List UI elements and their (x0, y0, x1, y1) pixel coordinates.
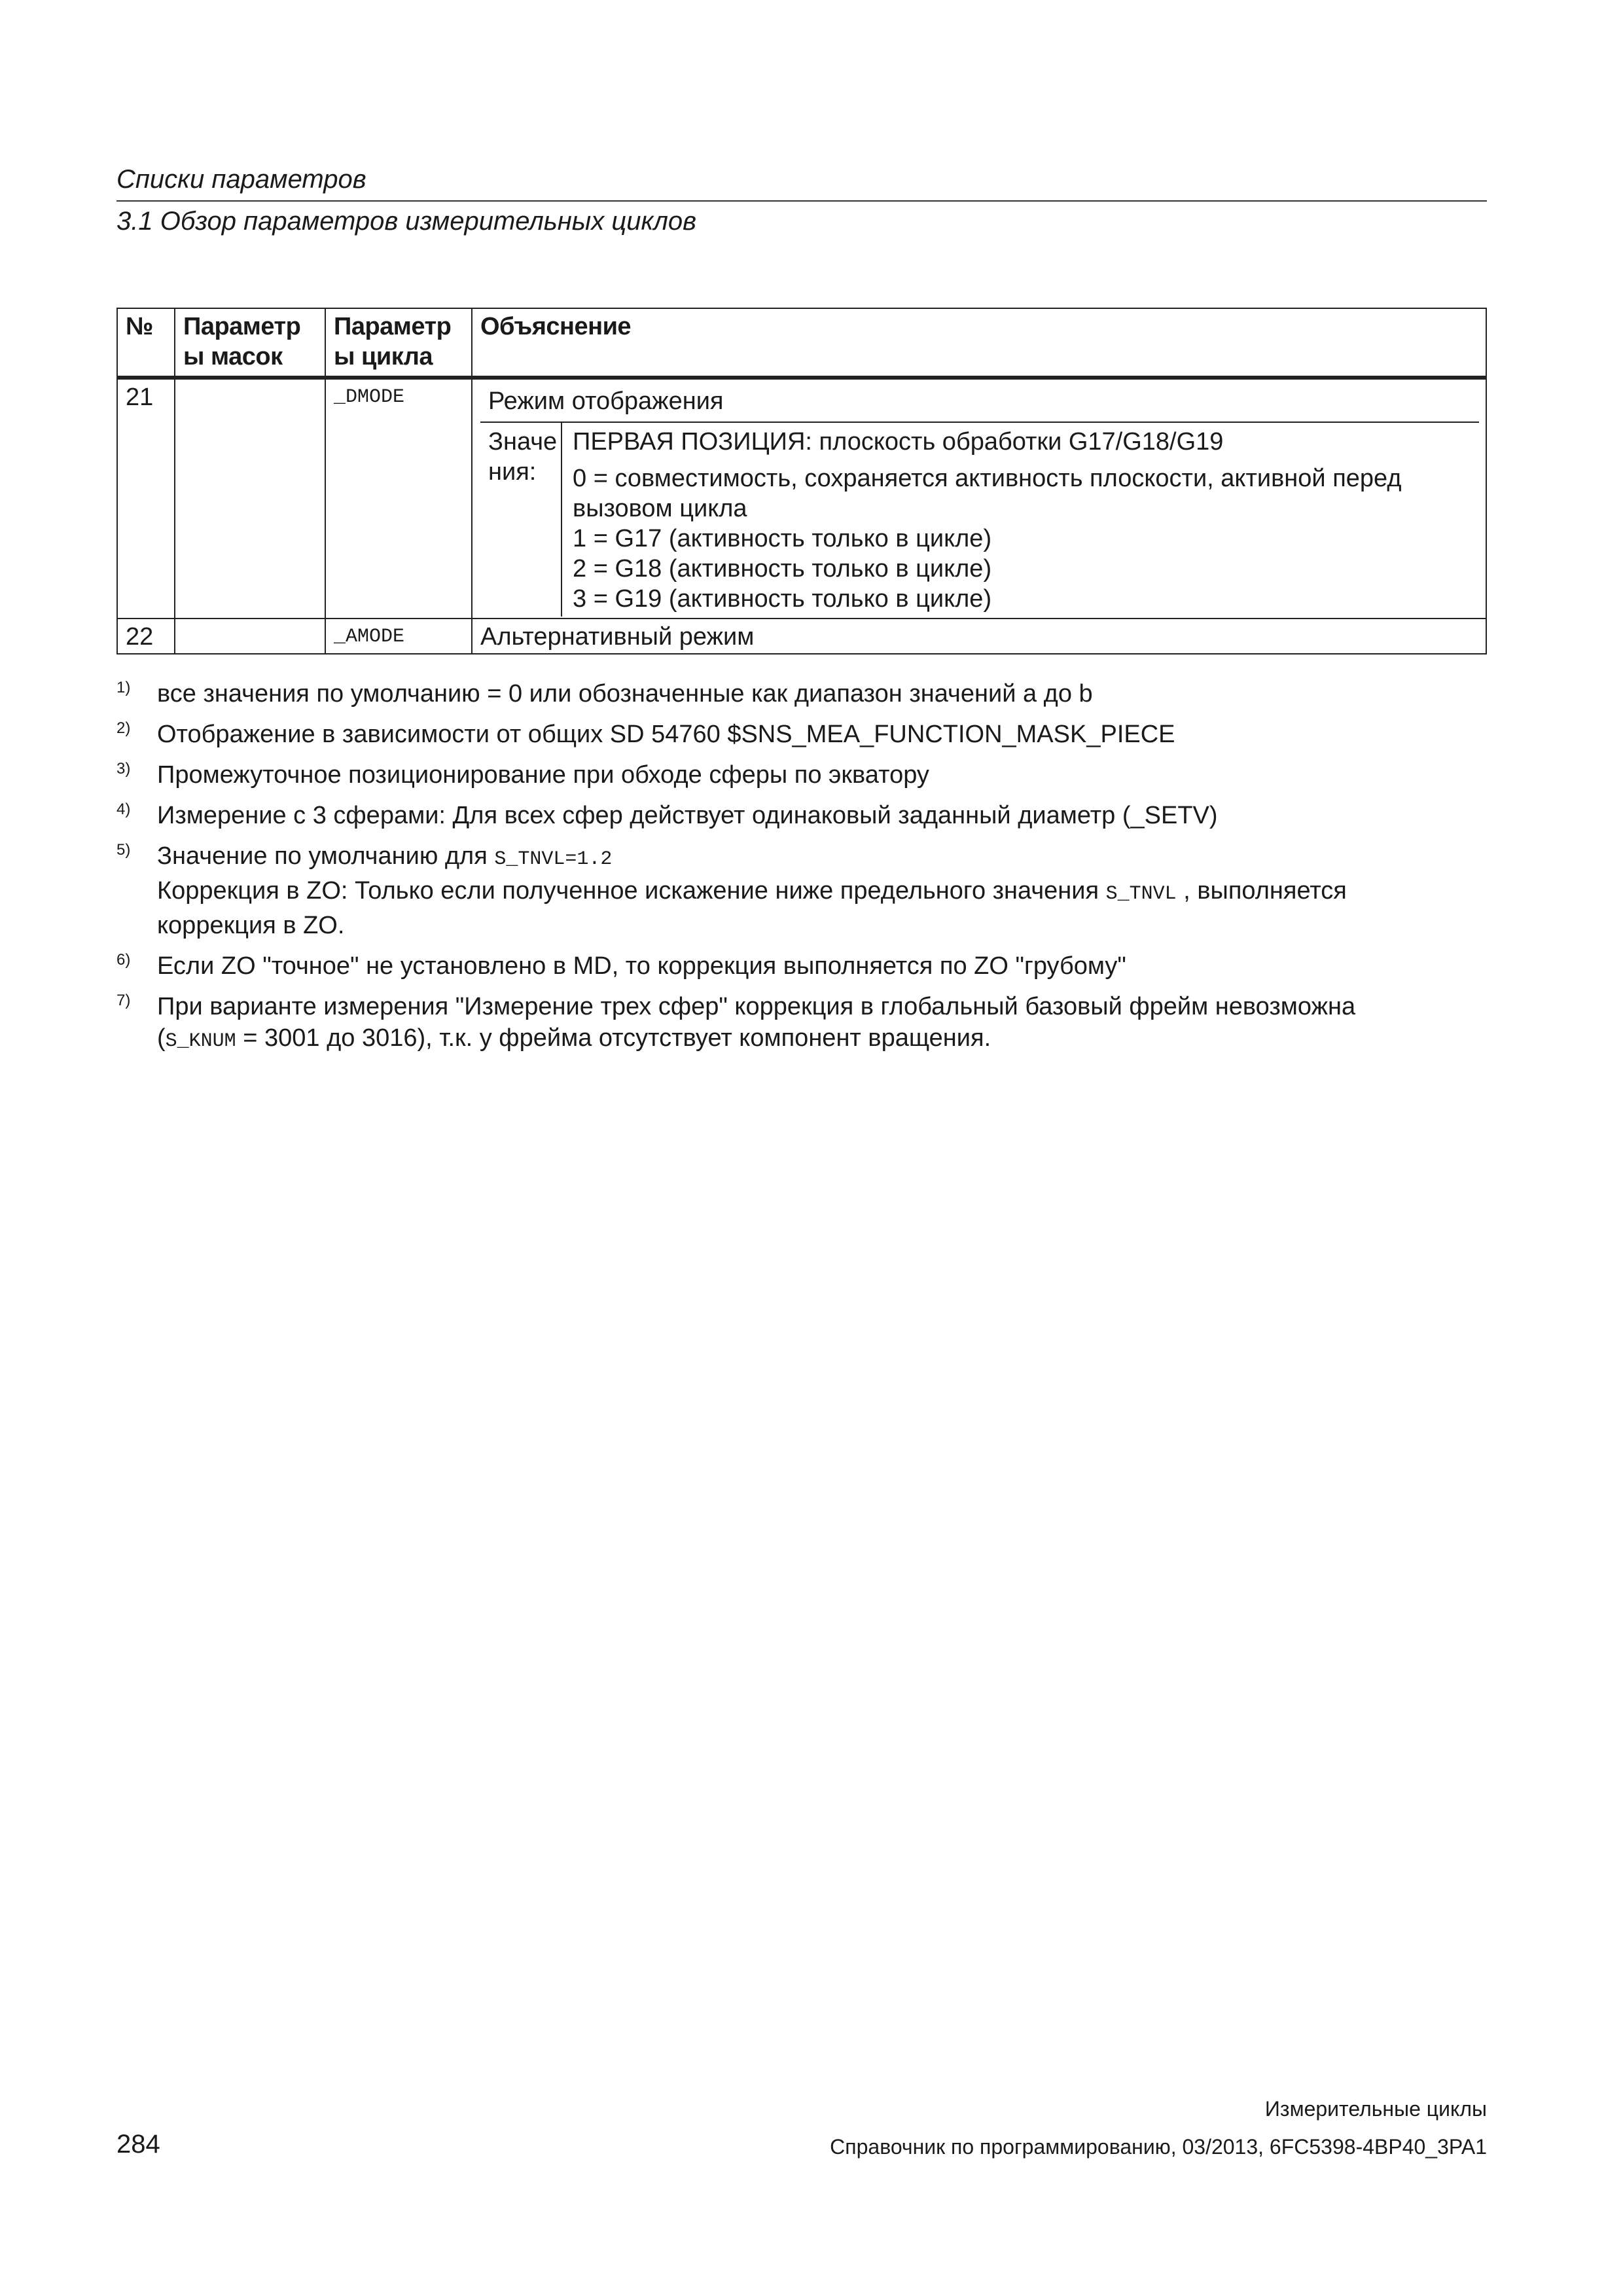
footnote-number: 6) (116, 951, 131, 969)
row-cycle-param: _AMODE (325, 619, 472, 654)
page-number: 284 (116, 2130, 160, 2159)
row-mask (175, 378, 325, 619)
table-row (117, 378, 1486, 619)
footnote-number: 5) (116, 841, 131, 859)
footnote-number: 2) (116, 719, 131, 737)
row-cycle-param: _DMODE (325, 378, 472, 619)
header-rule (116, 200, 1487, 202)
footnote-text-part: Значение по умолчанию для (157, 842, 495, 870)
footnote-text (157, 840, 1487, 941)
row-explanation (472, 378, 1486, 619)
footer-reference: Справочник по программированию, 03/2013, 6FC5398-4BP40_3PA1 (830, 2135, 1487, 2159)
footnote-text-part: При варианте измерения "Измерение трех сфер" коррекция в глобальный базовый фрейм невозможна (157, 993, 1356, 1020)
footnote-text: Измерение с 3 сферами: Для всех сфер действует одинаковый заданный диаметр (_SETV) (157, 802, 1218, 829)
footnotes (116, 678, 1487, 1066)
footnote (116, 759, 1487, 791)
footnote-text-part: ( (157, 1024, 166, 1052)
values-label: Значе ния: (480, 423, 562, 617)
table-header-row (117, 308, 1486, 378)
parameter-table (116, 308, 1487, 655)
footnote (116, 950, 1487, 982)
footnote-number: 1) (116, 679, 131, 696)
row-num: 22 (117, 619, 175, 654)
code-token: S_KNUM (165, 1030, 236, 1052)
footnote (116, 991, 1487, 1057)
footnote-text-part: , выполняется (1176, 877, 1347, 905)
footnote (116, 719, 1487, 750)
footnote-text-part: = 3001 до 3016), т.к. у фрейма отсутствует компонент вращения. (236, 1024, 991, 1052)
header-mask-params: Параметр ы масок (175, 308, 325, 378)
footnote-number: 7) (116, 992, 131, 1009)
values-block (480, 423, 1479, 617)
table-row (117, 619, 1486, 654)
footnote (116, 678, 1487, 709)
header-explanation: Объяснение (472, 308, 1486, 378)
footnote-text (157, 991, 1487, 1057)
row-mask (175, 619, 325, 654)
chapter-title: Списки параметров (116, 165, 366, 194)
explanation-title: Режим отображения (480, 382, 1479, 423)
header-cycle-params: Параметр ы цикла (325, 308, 472, 378)
footnote-text-part: коррекция в ZO. (157, 912, 345, 939)
section-title: 3.1 Обзор параметров измерительных циклов (116, 207, 697, 236)
code-token: S_TNVL (1105, 883, 1177, 905)
value-item: 2 = G18 (активность только в цикле) (573, 555, 992, 583)
explanation-title: Альтернативный режим (472, 619, 1486, 654)
code-token: S_TNVL=1.2 (494, 848, 613, 870)
footnote (116, 840, 1487, 941)
value-item: 1 = G17 (активность только в цикле) (573, 525, 992, 552)
footnote (116, 800, 1487, 831)
value-item: 3 = G19 (активность только в цикле) (573, 585, 992, 613)
footnote-text: Если ZO "точное" не установлено в MD, то коррекция выполняется по ZO "грубому" (157, 952, 1126, 980)
footnote-text: Отображение в зависимости от общих SD 54760 $SNS_MEA_FUNCTION_MASK_PIECE (157, 721, 1175, 748)
footnote-number: 3) (116, 760, 131, 778)
values-list (562, 423, 1479, 617)
footnote-text: все значения по умолчанию = 0 или обозначенные как диапазон значений a до b (157, 680, 1093, 708)
footer-book-title: Измерительные циклы (1264, 2097, 1487, 2121)
row-num: 21 (117, 378, 175, 619)
header-num: № (117, 308, 175, 378)
footnote-text: Промежуточное позиционирование при обходе сферы по экватору (157, 761, 929, 789)
value-item: 0 = совместимость, сохраняется активность плоскости, активной перед вызовом цикла (573, 465, 1402, 522)
footnote-text-part: Коррекция в ZO: Только если полученное искажение ниже предельного значения (157, 877, 1106, 905)
value-item: ПЕРВАЯ ПОЗИЦИЯ: плоскость обработки G17/G18/G19 (573, 428, 1224, 456)
footnote-number: 4) (116, 800, 131, 818)
